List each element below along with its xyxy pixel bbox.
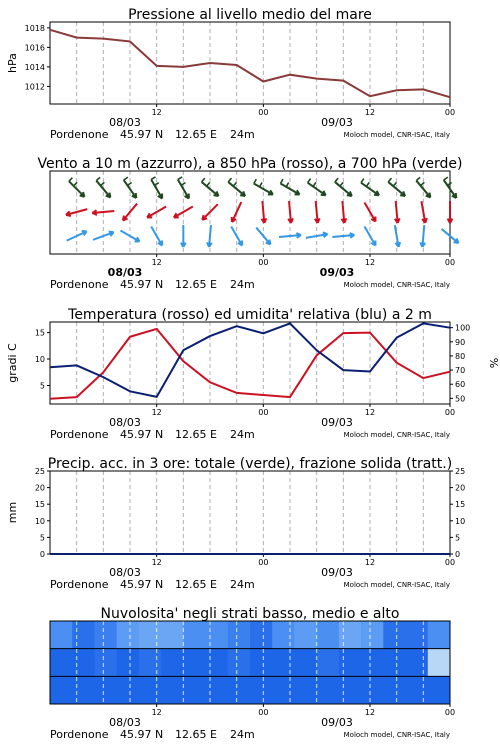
cloud-cell (339, 621, 362, 649)
date-label: 08/03 (107, 266, 143, 279)
y-tick-label-right: 20 (455, 483, 466, 493)
cloud-cell (139, 649, 162, 677)
wind-arrow (288, 201, 293, 223)
y-tick-label-right: 25 (455, 467, 466, 476)
date-label: 09/03 (319, 266, 355, 279)
wind-barb (254, 179, 257, 183)
cloud-cell (406, 676, 429, 704)
cloud-cell (272, 649, 295, 677)
cloud-cell (317, 649, 340, 677)
y-tick-label-right: 90 (455, 337, 466, 347)
location-elev: 24m (230, 728, 255, 741)
x-tick-label: 12 (151, 108, 162, 117)
cloud-cell (161, 676, 184, 704)
y-axis-label-right: % (487, 357, 500, 369)
y-tick-label: 15 (34, 328, 45, 338)
x-tick-label: 00 (444, 258, 456, 267)
cloud-cell (139, 676, 162, 704)
cloud-cell (272, 676, 295, 704)
cloud-cell (117, 676, 140, 704)
wind-head (214, 195, 219, 196)
date-label: 08/03 (109, 416, 141, 429)
y-tick-label-right: 80 (455, 351, 466, 361)
cloud-cell (161, 649, 184, 677)
cloud-cell (50, 649, 73, 677)
x-tick-label: 00 (258, 558, 269, 567)
series-line-temperatura (50, 329, 450, 399)
cloud-cell (406, 621, 429, 649)
date-label: 09/03 (321, 566, 353, 579)
x-tick-label: 00 (258, 408, 269, 417)
wind-barb (154, 183, 158, 186)
wind-barb (416, 177, 420, 180)
cloud-cell (94, 649, 117, 677)
wind-shaft (365, 202, 376, 221)
x-tick-label: 00 (444, 408, 456, 417)
wind-shaft (120, 231, 139, 242)
wind-arrow (365, 202, 376, 221)
wind-barb (69, 178, 73, 182)
wind-shaft (67, 231, 87, 240)
cloud-cell (206, 676, 229, 704)
y-tick-label-right: 70 (455, 366, 466, 376)
wind-head (240, 195, 245, 196)
wind-arrow (342, 201, 347, 223)
wind-head (202, 215, 203, 220)
wind-barb (151, 177, 155, 180)
x-tick-label: 12 (151, 708, 162, 717)
wind-arrow (395, 201, 400, 223)
y-tick-label: 10 (34, 355, 45, 365)
cloud-cell (72, 676, 95, 704)
y-tick-label: 10 (34, 516, 45, 526)
x-tick-label: 12 (151, 258, 162, 267)
wind-barb (260, 182, 263, 186)
cloud-cell (294, 676, 317, 704)
wind-head (347, 195, 352, 196)
location-lon: 12.65 E (175, 428, 217, 441)
y-tick-label-right: 100 (455, 323, 471, 333)
cloud-cell (72, 649, 95, 677)
location-lat: 45.97 N (120, 428, 164, 441)
cloud-cell (294, 649, 317, 677)
cloud-cell (50, 621, 73, 649)
cloud-cell (250, 621, 273, 649)
y-tick-label-right: 60 (455, 380, 466, 390)
wind-arrow (421, 201, 426, 223)
wind-barb (202, 178, 205, 182)
location-lat: 45.97 N (120, 128, 164, 141)
wind-barb (228, 178, 231, 182)
cloud-cell (317, 621, 340, 649)
y-tick-label-right: 0 (455, 550, 461, 559)
y-tick-label: 20 (34, 483, 45, 493)
model-credit: Moloch model, CNR-ISAC, Italy (343, 581, 450, 589)
wind-barb (393, 182, 396, 186)
location-name: Pordenone (50, 278, 109, 291)
cloud-cell (228, 649, 251, 677)
wind-arrow (232, 202, 242, 222)
panel-precip (6, 456, 465, 591)
wind-head (321, 195, 326, 196)
location-name: Pordenone (50, 128, 109, 141)
cloud-cell (317, 676, 340, 704)
y-tick-label: 0 (39, 550, 45, 559)
x-tick-label: 12 (364, 108, 376, 117)
wind-barb (127, 183, 131, 186)
cloud-cell (294, 621, 317, 649)
plot-frame (50, 471, 450, 554)
cloud-cell (117, 621, 140, 649)
cloud-cell (206, 621, 229, 649)
cloud-cell (339, 649, 362, 677)
cloud-cell (383, 621, 406, 649)
y-tick-label-right: 10 (455, 516, 466, 526)
wind-barb (286, 182, 289, 186)
wind-barb (233, 182, 236, 186)
date-label: 08/03 (109, 566, 141, 579)
wind-barb (444, 177, 448, 180)
model-credit: Moloch model, CNR-ISAC, Italy (343, 131, 450, 139)
location-lat: 45.97 N (120, 728, 164, 741)
wind-arrow (93, 231, 114, 239)
cloud-cell (94, 621, 117, 649)
cloud-cell (406, 649, 429, 677)
date-label: 08/03 (109, 716, 141, 729)
y-tick-label: 1016 (24, 43, 45, 53)
y-axis-label: mm (6, 501, 19, 524)
panel-temperature (6, 307, 500, 441)
y-tick-label: 5 (39, 381, 45, 391)
x-tick-label: 12 (364, 258, 376, 267)
wind-barb (335, 178, 338, 182)
cloud-cell (183, 621, 206, 649)
date-label: 09/03 (321, 416, 353, 429)
cloud-cell (139, 621, 162, 649)
x-tick-label: 12 (364, 408, 376, 417)
location-name: Pordenone (50, 728, 109, 741)
wind-arrow (120, 231, 139, 242)
wind-arrow (181, 225, 186, 247)
wind-head (123, 216, 124, 221)
cloud-cell (183, 676, 206, 704)
panel-pressure (6, 7, 455, 141)
x-tick-label: 12 (151, 408, 162, 417)
y-tick-label: 5 (39, 533, 45, 543)
cloud-cell (428, 649, 451, 677)
panel-title: Temperatura (rosso) ed umidita' relativa (blu) a 2 m (68, 307, 432, 323)
wind-barb (313, 182, 316, 186)
y-axis-label: hPa (6, 53, 19, 73)
date-label: 09/03 (321, 716, 353, 729)
date-label: 08/03 (109, 116, 141, 129)
cloud-cell (250, 649, 273, 677)
wind-barb (181, 183, 185, 186)
x-tick-label: 00 (444, 558, 456, 567)
x-tick-label: 00 (258, 258, 269, 267)
location-elev: 24m (230, 428, 255, 441)
x-tick-label: 12 (364, 558, 376, 567)
panel-title: Precip. acc. in 3 ore: totale (verde), frazione solida (tratt.) (47, 456, 453, 472)
panel-cloud (50, 606, 455, 741)
wind-shaft (232, 202, 241, 222)
wind-head (80, 195, 85, 196)
y-tick-label: 25 (34, 467, 45, 476)
wind-barb (280, 179, 283, 183)
location-lon: 12.65 E (175, 278, 217, 291)
y-axis-label: gradi C (6, 343, 19, 383)
panel-title: Nuvolosita' negli strati basso, medio e alto (100, 606, 400, 622)
location-lon: 12.65 E (175, 728, 217, 741)
cloud-cell (272, 621, 295, 649)
model-credit: Moloch model, CNR-ISAC, Italy (343, 731, 450, 739)
y-tick-label: 1012 (24, 82, 45, 92)
cloud-cell (361, 676, 384, 704)
y-tick-label: 15 (34, 500, 45, 510)
x-tick-label: 00 (258, 108, 269, 117)
location-elev: 24m (230, 128, 255, 141)
wind-arrow (315, 201, 320, 223)
cloud-cell (72, 621, 95, 649)
cloud-cell (339, 676, 362, 704)
wind-barb (178, 177, 182, 180)
wind-barb (308, 179, 311, 183)
cloud-cell (383, 676, 406, 704)
location-name: Pordenone (50, 578, 109, 591)
wind-arrow (448, 201, 453, 223)
cloud-cell (228, 676, 251, 704)
cloud-cell (428, 676, 451, 704)
y-tick-label: 1018 (24, 23, 45, 33)
y-tick-label: 1014 (24, 62, 45, 72)
series-line-umidita- (50, 323, 450, 397)
cloud-cell (361, 621, 384, 649)
wind-barb (366, 182, 369, 186)
wind-barb (361, 179, 364, 183)
cloud-cell (50, 676, 73, 704)
model-credit: Moloch model, CNR-ISAC, Italy (343, 281, 450, 289)
cloud-cell (94, 676, 117, 704)
x-tick-label: 12 (151, 558, 162, 567)
cloud-cell (161, 621, 184, 649)
wind-head (374, 195, 379, 196)
date-label: 09/03 (321, 116, 353, 129)
location-lat: 45.97 N (120, 578, 164, 591)
wind-arrow (262, 201, 267, 223)
panel-wind (37, 156, 462, 291)
cloud-cell (117, 649, 140, 677)
wind-head (400, 195, 405, 196)
cloud-cell (228, 621, 251, 649)
x-tick-label: 00 (258, 708, 269, 717)
cloud-cell (206, 649, 229, 677)
model-credit: Moloch model, CNR-ISAC, Italy (343, 431, 450, 439)
wind-barb (388, 178, 391, 182)
wind-barb (207, 182, 210, 186)
x-tick-label: 00 (444, 108, 456, 117)
location-lon: 12.65 E (175, 578, 217, 591)
series-line-0 (50, 30, 450, 97)
cloud-cell (250, 676, 273, 704)
location-lon: 12.65 E (175, 128, 217, 141)
cloud-cell (361, 649, 384, 677)
wind-barb (96, 177, 100, 180)
location-elev: 24m (230, 278, 255, 291)
x-tick-label: 00 (444, 708, 456, 717)
wind-head (454, 242, 459, 243)
panel-title: Pressione al livello medio del mare (128, 7, 372, 23)
wind-arrow (207, 225, 212, 247)
y-tick-label-right: 15 (455, 500, 466, 510)
location-name: Pordenone (50, 428, 109, 441)
cloud-cell (383, 649, 406, 677)
wind-arrow (420, 225, 425, 247)
location-elev: 24m (230, 578, 255, 591)
wind-barb (124, 177, 128, 180)
x-tick-label: 12 (364, 708, 376, 717)
wind-arrow (395, 225, 400, 247)
y-tick-label-right: 5 (455, 533, 461, 543)
location-lat: 45.97 N (120, 278, 164, 291)
wind-arrow (67, 231, 87, 241)
cloud-cell (183, 649, 206, 677)
panel-title: Vento a 10 m (azzurro), a 850 hPa (rosso), a 700 hPa (verde) (37, 156, 463, 172)
wind-barb (340, 182, 343, 186)
y-tick-label-right: 50 (455, 394, 466, 404)
cloud-cell (428, 621, 451, 649)
